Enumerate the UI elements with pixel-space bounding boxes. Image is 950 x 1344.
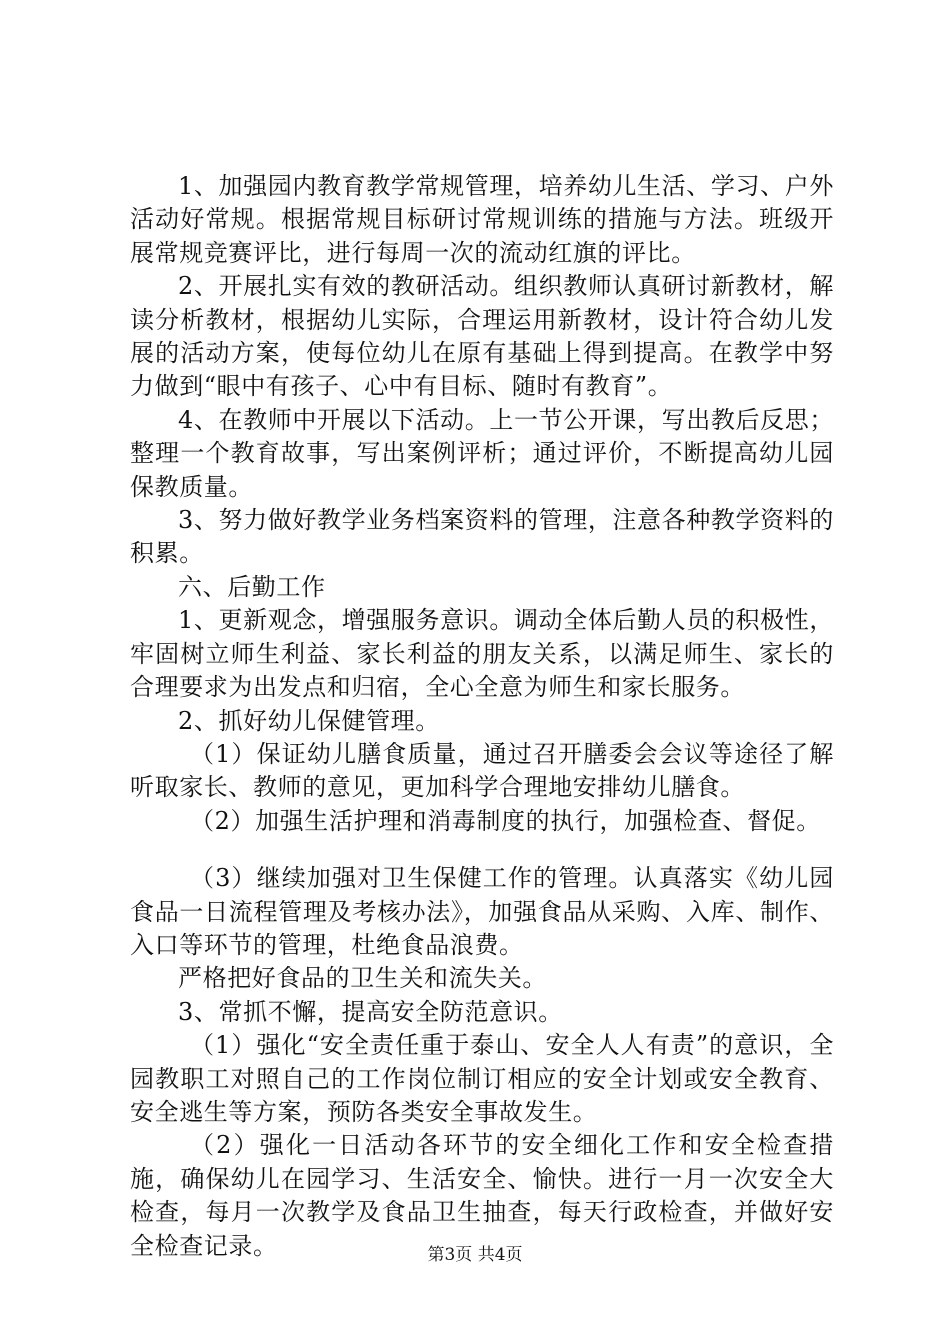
paragraph-health-item-1: （1）保证幼儿膳食质量，通过召开膳委会会议等途径了解听取家长、教师的意见，更加科学合理地安排幼儿膳食。 bbox=[130, 739, 834, 802]
paragraph-4-teacher-activities: 4、在教师中开展以下活动。上一节公开课，写出教后反思；整理一个教育故事，写出案例评析；通过评价，不断提高幼儿园保教质量。 bbox=[130, 405, 834, 501]
paragraph-2-teaching-research: 2、开展扎实有效的教研活动。组织教师认真研讨新教材，解读分析教材，根据幼儿实际，合理运用新教材，设计符合幼儿发展的活动方案，使每位幼儿在原有基础上得到提高。在教学中努力做到“眼中有孩子、心中有目标、随时有教育”。 bbox=[130, 272, 834, 401]
paragraph-logistics-3-safety: 3、常抓不懈，提高安全防范意识。 bbox=[178, 997, 563, 1026]
section-heading-logistics: 六、后勤工作 bbox=[178, 572, 326, 601]
paragraph-3-archive-management: 3、努力做好教学业务档案资料的管理，注意各种教学资料的积累。 bbox=[130, 506, 834, 568]
page-number-footer: 第3页 共4页 bbox=[427, 1245, 523, 1265]
paragraph-safety-item-1: （1）强化“安全责任重于泰山、安全人人有责”的意识，全园教职工对照自己的工作岗位制订相应的安全计划或安全教育、安全逃生等方案，预防各类安全事故发生。 bbox=[130, 1031, 834, 1126]
paragraph-health-item-2: （2）加强生活护理和消毒制度的执行，加强检查、督促。 bbox=[190, 806, 821, 835]
paragraph-food-hygiene: 严格把好食品的卫生关和流失关。 bbox=[178, 964, 547, 993]
paragraph-safety-item-2: （2）强化一日活动各环节的安全细化工作和安全检查措施，确保幼儿在园学习、生活安全、愉快。进行一月一次安全大检查，每月一次教学及食品卫生抽查，每天行政检查，并做好安全检查记录。 bbox=[130, 1131, 834, 1260]
paragraph-logistics-1-service: 1、更新观念，增强服务意识。调动全体后勤人员的积极性，牢固树立师生利益、家长利益的朋友关系，以满足师生、家长的合理要求为出发点和归宿，全心全意为师生和家长服务。 bbox=[130, 606, 834, 702]
document-body bbox=[130, 170, 834, 1263]
paragraph-logistics-2-health: 2、抓好幼儿保健管理。 bbox=[178, 706, 440, 735]
paragraph-health-item-3: （3）继续加强对卫生保健工作的管理。认真落实《幼儿园食品一日流程管理及考核办法》，加强食品从采购、入库、制作、入口等环节的管理，杜绝食品浪费。 bbox=[130, 864, 834, 959]
paragraph-1-routine-management: 1、加强园内教育教学常规管理，培养幼儿生活、学习、户外活动好常规。根据常规目标研讨常规训练的措施与方法。班级开展常规竞赛评比，进行每周一次的流动红旗的评比。 bbox=[130, 172, 834, 267]
